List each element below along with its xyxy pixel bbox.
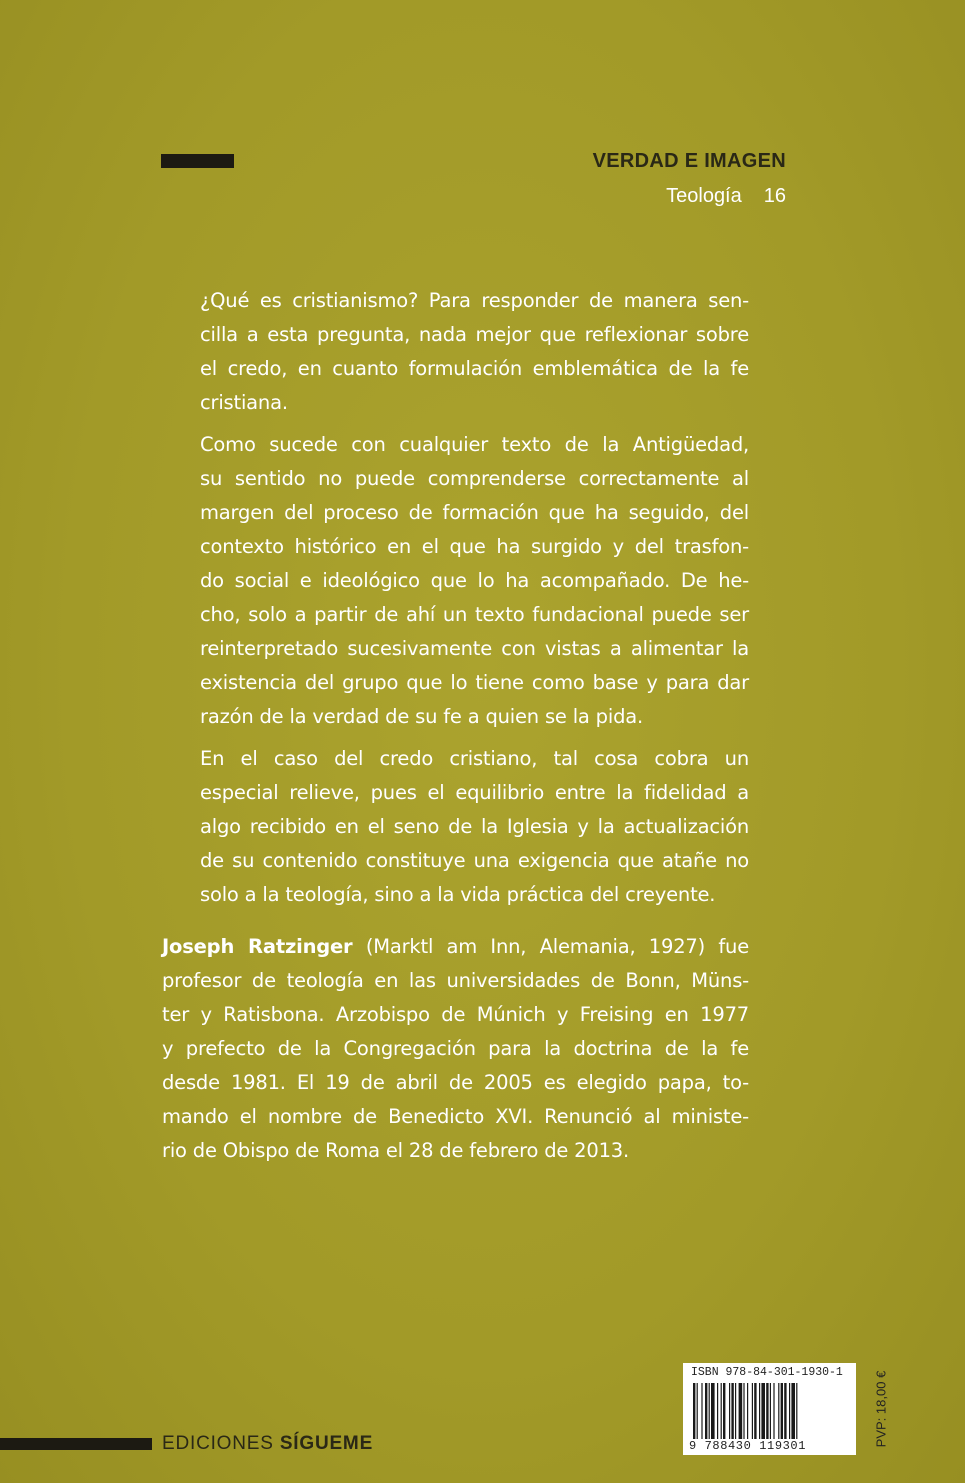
blurb-paragraph-2	[162, 428, 749, 734]
text-line: razón de la verdad de su fe a quien se la pida.	[200, 705, 643, 728]
barcode-bar	[761, 1383, 765, 1439]
text-line: cilla a esta pregunta, nada mejor que reflexionar sobre	[200, 323, 749, 346]
publisher-logo	[162, 1433, 373, 1455]
barcode-bar	[766, 1383, 768, 1439]
barcode-bar	[731, 1383, 733, 1439]
barcode-bar	[789, 1383, 790, 1439]
text-line: reinterpretado sucesivamente con vistas a alimentar la	[200, 637, 749, 660]
publisher-prefix: EDICIONES	[162, 1433, 280, 1454]
series-block	[593, 146, 786, 216]
barcode-bar	[701, 1383, 702, 1439]
barcode-bar	[759, 1383, 760, 1439]
author-bio-first-rest: (Marktl am Inn, Alemania, 1927) fue	[352, 935, 749, 958]
barcode-digits: 9 788430 119301	[689, 1439, 807, 1453]
barcode-bar	[717, 1383, 718, 1439]
blurb-paragraph-1	[162, 284, 749, 420]
bottom-decorative-bar	[0, 1438, 152, 1450]
series-subject: Teología	[666, 185, 742, 207]
barcode-bar	[721, 1383, 722, 1439]
text-line: su sentido no puede comprenderse correctamente al	[200, 467, 749, 490]
barcode-bar	[784, 1383, 786, 1439]
text-line: ter y Ratisbona. Arzobispo de Múnich y Freising en 1977	[162, 1003, 749, 1026]
text-line: profesor de teología en las universidades de Bonn, Müns-	[162, 969, 749, 992]
blurb-text	[162, 284, 749, 1176]
text-line: existencia del grupo que lo tiene como base y para dar	[200, 671, 749, 694]
text-line: Como sucede con cualquier texto de la Antigüedad,	[200, 433, 749, 456]
series-title: VERDAD E IMAGEN	[592, 150, 786, 172]
barcode-bar	[752, 1383, 753, 1439]
series-number: 16	[763, 185, 786, 207]
barcode-bar	[754, 1383, 756, 1439]
text-line: cho, solo a partir de ahí un texto fundacional puede ser	[200, 603, 749, 626]
price-label	[870, 1365, 892, 1453]
barcode-bar	[693, 1383, 695, 1439]
text-line	[162, 930, 749, 964]
text-line: y prefecto de la Congregación para la doctrina de la fe	[162, 1037, 749, 1060]
barcode-bar	[743, 1383, 744, 1439]
text-line: desde 1981. El 19 de abril de 2005 es elegido papa, to-	[162, 1071, 749, 1094]
barcode-bar	[697, 1383, 698, 1439]
text-line: rio de Obispo de Roma el 28 de febrero de 2013.	[162, 1139, 630, 1162]
barcode-bar	[796, 1383, 797, 1439]
barcode-bar	[781, 1383, 783, 1439]
text-line: especial relieve, pues el equilibrio entre la fidelidad a	[200, 781, 749, 804]
barcode-icon	[693, 1383, 849, 1439]
barcode-bar	[773, 1383, 774, 1439]
barcode-bar	[791, 1383, 795, 1439]
barcode-bar	[711, 1383, 715, 1439]
isbn-label: ISBN 978-84-301-1930-1	[691, 1366, 843, 1379]
author-name: Joseph Ratzinger	[162, 935, 353, 958]
text-line: el credo, en cuanto formulación emblemática de la fe	[200, 357, 749, 380]
text-line: contexto histórico en el que ha surgido y del trasfon-	[200, 535, 749, 558]
barcode-bar	[778, 1383, 779, 1439]
barcode-bar	[770, 1383, 771, 1439]
author-bio	[162, 930, 749, 1168]
barcode-bar	[705, 1383, 707, 1439]
text-line: ¿Qué es cristianismo? Para responder de manera sen-	[200, 289, 749, 312]
barcode-bar	[747, 1383, 748, 1439]
text-line: margen del proceso de formación que ha seguido, del	[200, 501, 749, 524]
price-text: PVP: 18,00 €	[873, 1370, 889, 1448]
barcode-bar	[735, 1383, 736, 1439]
series-subtitle	[593, 176, 786, 216]
barcode-bar	[729, 1383, 730, 1439]
barcode-bar	[723, 1383, 725, 1439]
text-line: solo a la teología, sino a la vida práctica del creyente.	[200, 883, 716, 906]
barcode-bar	[739, 1383, 743, 1439]
text-line: cristiana.	[200, 391, 288, 414]
text-line: mando el nombre de Benedicto XVI. Renunció al ministe-	[162, 1105, 749, 1128]
text-line: En el caso del credo cristiano, tal cosa cobra un	[200, 747, 749, 770]
publisher-name: SÍGUEME	[279, 1433, 374, 1454]
barcode-bar	[709, 1383, 710, 1439]
top-decorative-bar	[161, 154, 234, 168]
text-line: do social e ideológico que lo ha acompañado. De he-	[200, 569, 749, 592]
isbn-barcode	[683, 1363, 856, 1455]
text-line: algo recibido en el seno de la Iglesia y la actualización	[200, 815, 749, 838]
text-line: de su contenido constituye una exigencia que atañe no	[200, 849, 749, 872]
blurb-paragraph-3	[162, 742, 749, 912]
